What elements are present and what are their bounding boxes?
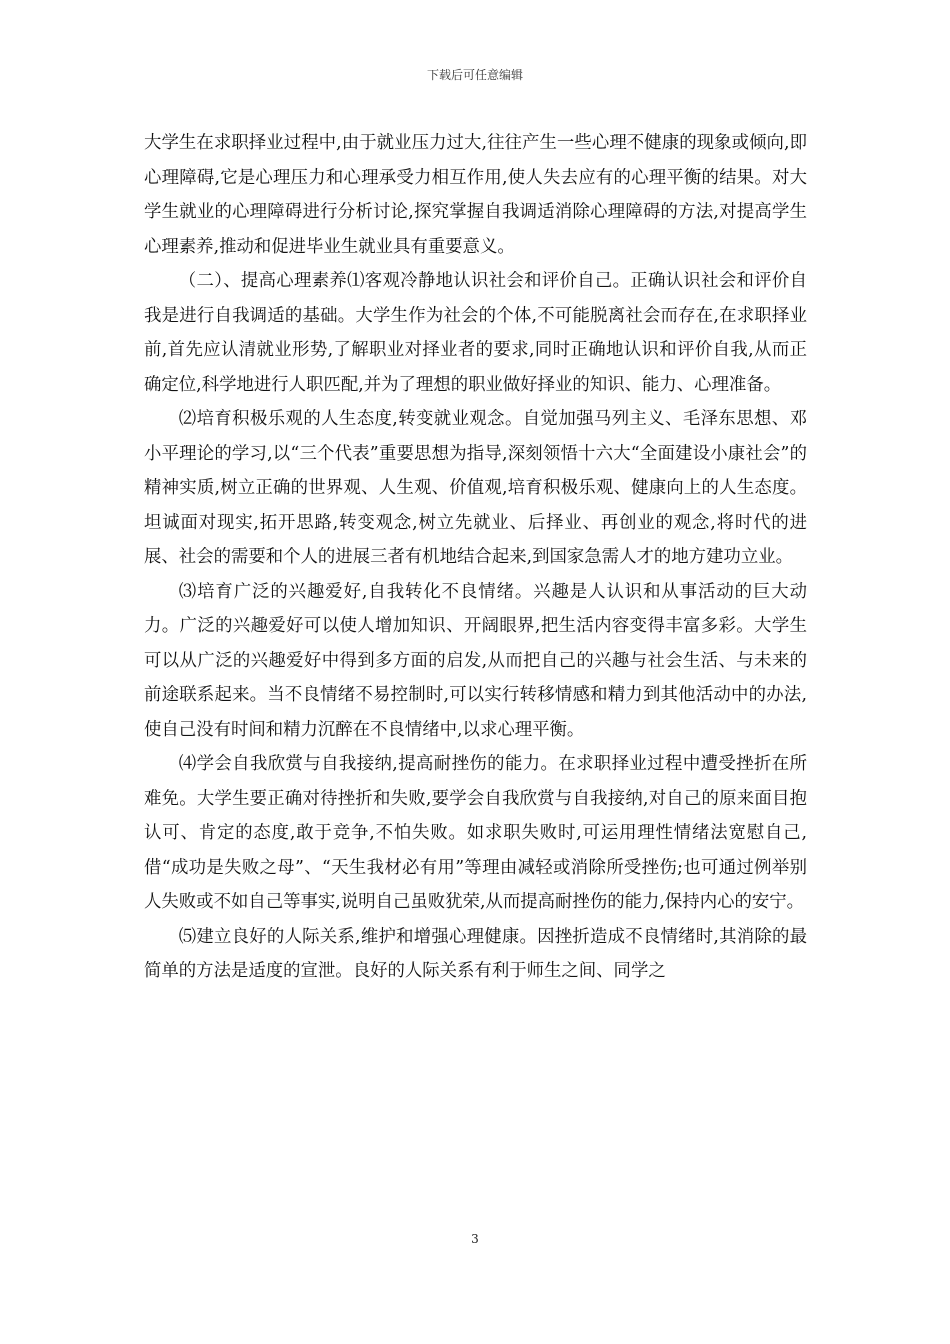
page-number: 3 (471, 1232, 479, 1246)
paragraph-section-2: （二）、提高心理素养⑴客观冷静地认识社会和评价自己。正确认识社会和评价自我是进行自我调适的基础。大学生作为社会的个体,不可能脱离社会而存在,在求职择业前,首先应认清就业形势,了解职业对择业者的要求,同时正确地认识和评价自我,从而正确定位,科学地进行人职匹配,并为了理想的职业做好择业的知识、能力、心理准备。 (144, 271, 807, 395)
paragraph-intro: 大学生在求职择业过程中,由于就业压力过大,往往产生一些心理不健康的现象或倾向,即心理障碍,它是心理压力和心理承受力相互作用,使人失去应有的心理平衡的结果。对大学生就业的心理障碍进行分析讨论,探究掌握自我调适消除心理障碍的方法,对提高学生心理素养,推动和促进毕业生就业具有重要意义。 (144, 133, 807, 257)
paragraph-point-2: ⑵培育积极乐观的人生态度,转变就业观念。自觉加强马列主义、毛泽东思想、邓小平理论的学习,以“三个代表”重要思想为指导,深刻领悟十六大“全面建设小康社会”的精神实质,树立正确的世界观、人生观、价值观,培育积极乐观、健康向上的人生态度。坦诚面对现实,拓开思路,转变观念,树立先就业、后择业、再创业的观念,将时代的进展、社会的需要和个人的进展三者有机地结合起来,到国家急需人才的地方建功立业。 (144, 409, 807, 567)
paragraph-point-5: ⑸建立良好的人际关系,维护和增强心理健康。因挫折造成不良情绪时,其消除的最简单的方法是适度的宣泄。良好的人际关系有利于师生之间、同学之 (144, 926, 807, 981)
paragraph-point-3: ⑶培育广泛的兴趣爱好,自我转化不良情绪。兴趣是人认识和从事活动的巨大动力。广泛的兴趣爱好可以使人增加知识、开阔眼界,把生活内容变得丰富多彩。大学生可以从广泛的兴趣爱好中得到多方面的启发,从而把自己的兴趣与社会生活、与未来的前途联系起来。当不良情绪不易控制时,可以实行转移情感和精力到其他活动中的办法,使自己没有时间和精力沉醉在不良情绪中,以求心理平衡。 (144, 581, 807, 740)
page-header: 下载后可任意编辑 (426, 68, 523, 82)
paragraph-point-4: ⑷学会自我欣赏与自我接纳,提高耐挫伤的能力。在求职择业过程中遭受挫折在所难免。大学生要正确对待挫折和失败,要学会自我欣赏与自我接纳,对自己的原来面目抱认可、肯定的态度,敢于竞争,不怕失败。如求职失败时,可运用理性情绪法宽慰自己,借“成功是失败之母”、“天生我材必有用”等理由减轻或消除所受挫伤;也可通过例举别人失败或不如自己等事实,说明自己虽败犹荣,从而提高耐挫伤的能力,保持内心的安宁。 (144, 754, 807, 912)
document-body (144, 126, 807, 989)
